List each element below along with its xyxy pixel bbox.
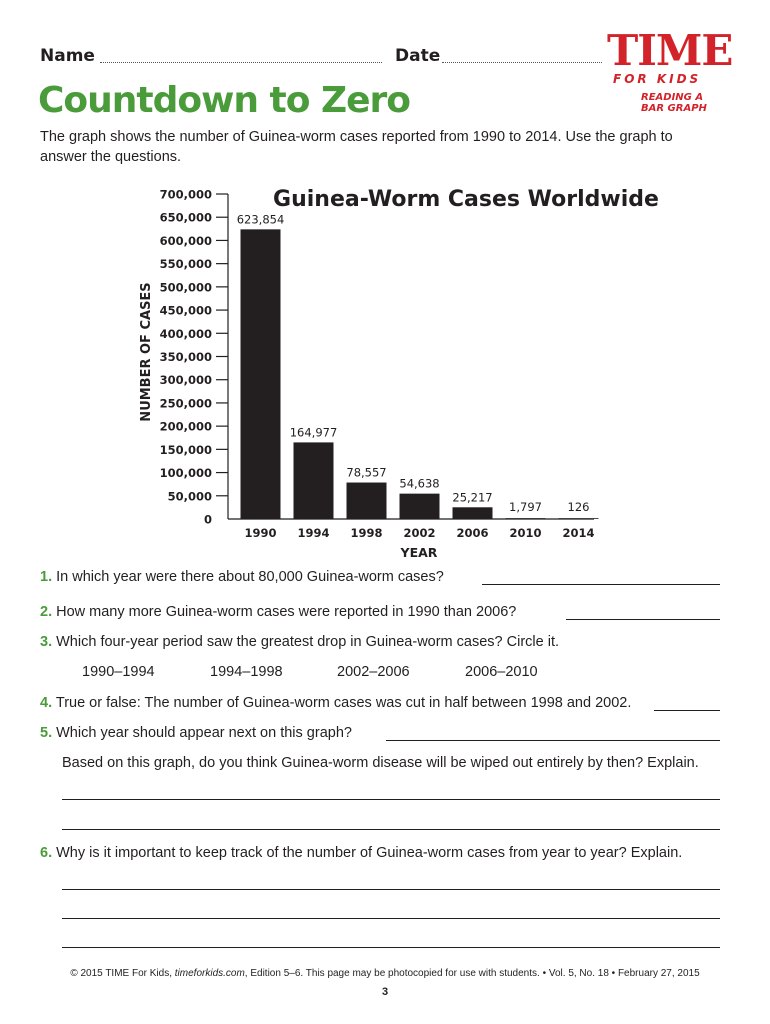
data-label-2002: 54,638 — [399, 476, 440, 491]
answer-line-5[interactable] — [386, 740, 720, 741]
bar-2002 — [400, 494, 440, 519]
data-label-1990: 623,854 — [236, 212, 285, 227]
logo-subtitle-1: READING A — [641, 92, 704, 103]
question-5 — [40, 725, 352, 741]
intro-line-1: The graph shows the number of Guinea-worm cases reported from 1990 to 2014. Use the graph to — [40, 129, 673, 145]
y-tick-label: 250,000 — [159, 396, 212, 411]
page-number: 3 — [381, 986, 389, 998]
data-label-2010: 1,797 — [509, 500, 542, 514]
question-3 — [40, 634, 559, 650]
answer-line-6-2[interactable] — [62, 918, 720, 919]
bar-2006 — [453, 507, 493, 519]
logo-subtitle-2: BAR GRAPH — [641, 103, 707, 114]
question-6-number: 6. — [40, 845, 53, 861]
answer-line-6-3[interactable] — [62, 947, 720, 948]
intro-line-2: answer the questions. — [40, 149, 182, 165]
data-label-1994: 164,977 — [289, 425, 338, 440]
question-4-text: True or false: The number of Guinea-worm cases was cut in half between 1998 and 2002. — [55, 695, 632, 711]
footer-credit — [0, 968, 770, 979]
y-tick-label: 550,000 — [159, 257, 212, 272]
y-tick-label: 400,000 — [159, 326, 212, 341]
bar-2010 — [506, 518, 546, 519]
footer-site: timeforkids.com — [174, 968, 245, 979]
name-label: Name — [40, 46, 95, 66]
question-2 — [40, 604, 516, 620]
chart-title: Guinea-Worm Cases Worldwide — [273, 187, 659, 212]
y-tick-label: 650,000 — [159, 210, 212, 225]
y-tick-label: 200,000 — [159, 419, 212, 434]
y-tick-label: 300,000 — [159, 373, 212, 388]
y-tick-label: 150,000 — [159, 442, 212, 457]
option-1990-1994[interactable]: 1990–1994 — [82, 664, 155, 680]
answer-line-5b-1[interactable] — [62, 799, 720, 800]
x-tick-label-1998: 1998 — [350, 526, 383, 540]
y-axis-label: NUMBER OF CASES — [139, 282, 154, 422]
x-tick-label-2006: 2006 — [456, 526, 489, 540]
answer-line-5b-2[interactable] — [62, 829, 720, 830]
question-1-text: In which year were there about 80,000 Guinea-worm cases? — [56, 569, 444, 585]
answer-line-6-1[interactable] — [62, 889, 720, 890]
x-tick-label-2010: 2010 — [509, 526, 542, 540]
question-4-number: 4. — [40, 695, 53, 711]
question-2-text: How many more Guinea-worm cases were reported in 1990 than 2006? — [56, 604, 517, 620]
y-tick-label: 100,000 — [159, 466, 212, 481]
question-5-number: 5. — [40, 725, 53, 741]
x-tick-label-1990: 1990 — [244, 526, 277, 540]
y-tick-label: 700,000 — [159, 187, 212, 202]
question-5b-text: Based on this graph, do you think Guinea-worm disease will be wiped out entirely by then? Explain. — [62, 755, 699, 771]
question-3-text: Which four-year period saw the greatest drop in Guinea-worm cases? Circle it. — [56, 634, 560, 650]
question-1-number: 1. — [40, 569, 53, 585]
option-2006-2010[interactable]: 2006–2010 — [465, 664, 538, 680]
x-tick-label-2002: 2002 — [403, 526, 436, 540]
data-label-2006: 25,217 — [452, 490, 493, 505]
x-tick-label-1994: 1994 — [297, 526, 330, 540]
date-label: Date — [395, 46, 441, 66]
bar-2014 — [559, 518, 599, 519]
footer-rest: , Edition 5–6. This page may be photocopied for use with students. • Vol. 5, No. 18 • February 27, 2015 — [244, 968, 700, 979]
logo-time-text: TIME — [607, 26, 733, 75]
y-tick-label: 450,000 — [159, 303, 212, 318]
question-2-number: 2. — [40, 604, 53, 620]
question-4 — [40, 695, 631, 711]
data-label-2014: 126 — [567, 500, 590, 514]
question-3-number: 3. — [40, 634, 53, 650]
y-tick-label: 600,000 — [159, 233, 212, 248]
answer-line-2[interactable] — [566, 619, 720, 620]
bar-1998 — [347, 483, 387, 519]
y-tick-label: 500,000 — [159, 280, 212, 295]
x-tick-label-2014: 2014 — [562, 526, 595, 540]
x-axis-label: YEAR — [400, 545, 438, 560]
question-6-text: Why is it important to keep track of the number of Guinea-worm cases from year to year? Explain. — [56, 845, 683, 861]
option-1994-1998[interactable]: 1994–1998 — [210, 664, 283, 680]
answer-line-4[interactable] — [654, 710, 720, 711]
bar-1994 — [294, 442, 334, 519]
data-label-1998: 78,557 — [346, 465, 387, 480]
answer-line-1[interactable] — [482, 584, 720, 585]
option-2002-2006[interactable]: 2002–2006 — [337, 664, 410, 680]
bar-1990 — [241, 229, 281, 519]
question-5-text: Which year should appear next on this graph? — [56, 725, 352, 741]
y-tick-label: 0 — [203, 512, 212, 527]
logo-for-kids-text: FOR KIDS — [613, 72, 702, 86]
question-1 — [40, 569, 444, 585]
question-6 — [40, 845, 682, 861]
y-tick-label: 350,000 — [159, 350, 212, 364]
page-title: Countdown to Zero — [38, 80, 411, 121]
footer-copyright: © 2015 TIME For Kids, — [70, 968, 172, 979]
y-tick-label: 50,000 — [167, 489, 212, 504]
